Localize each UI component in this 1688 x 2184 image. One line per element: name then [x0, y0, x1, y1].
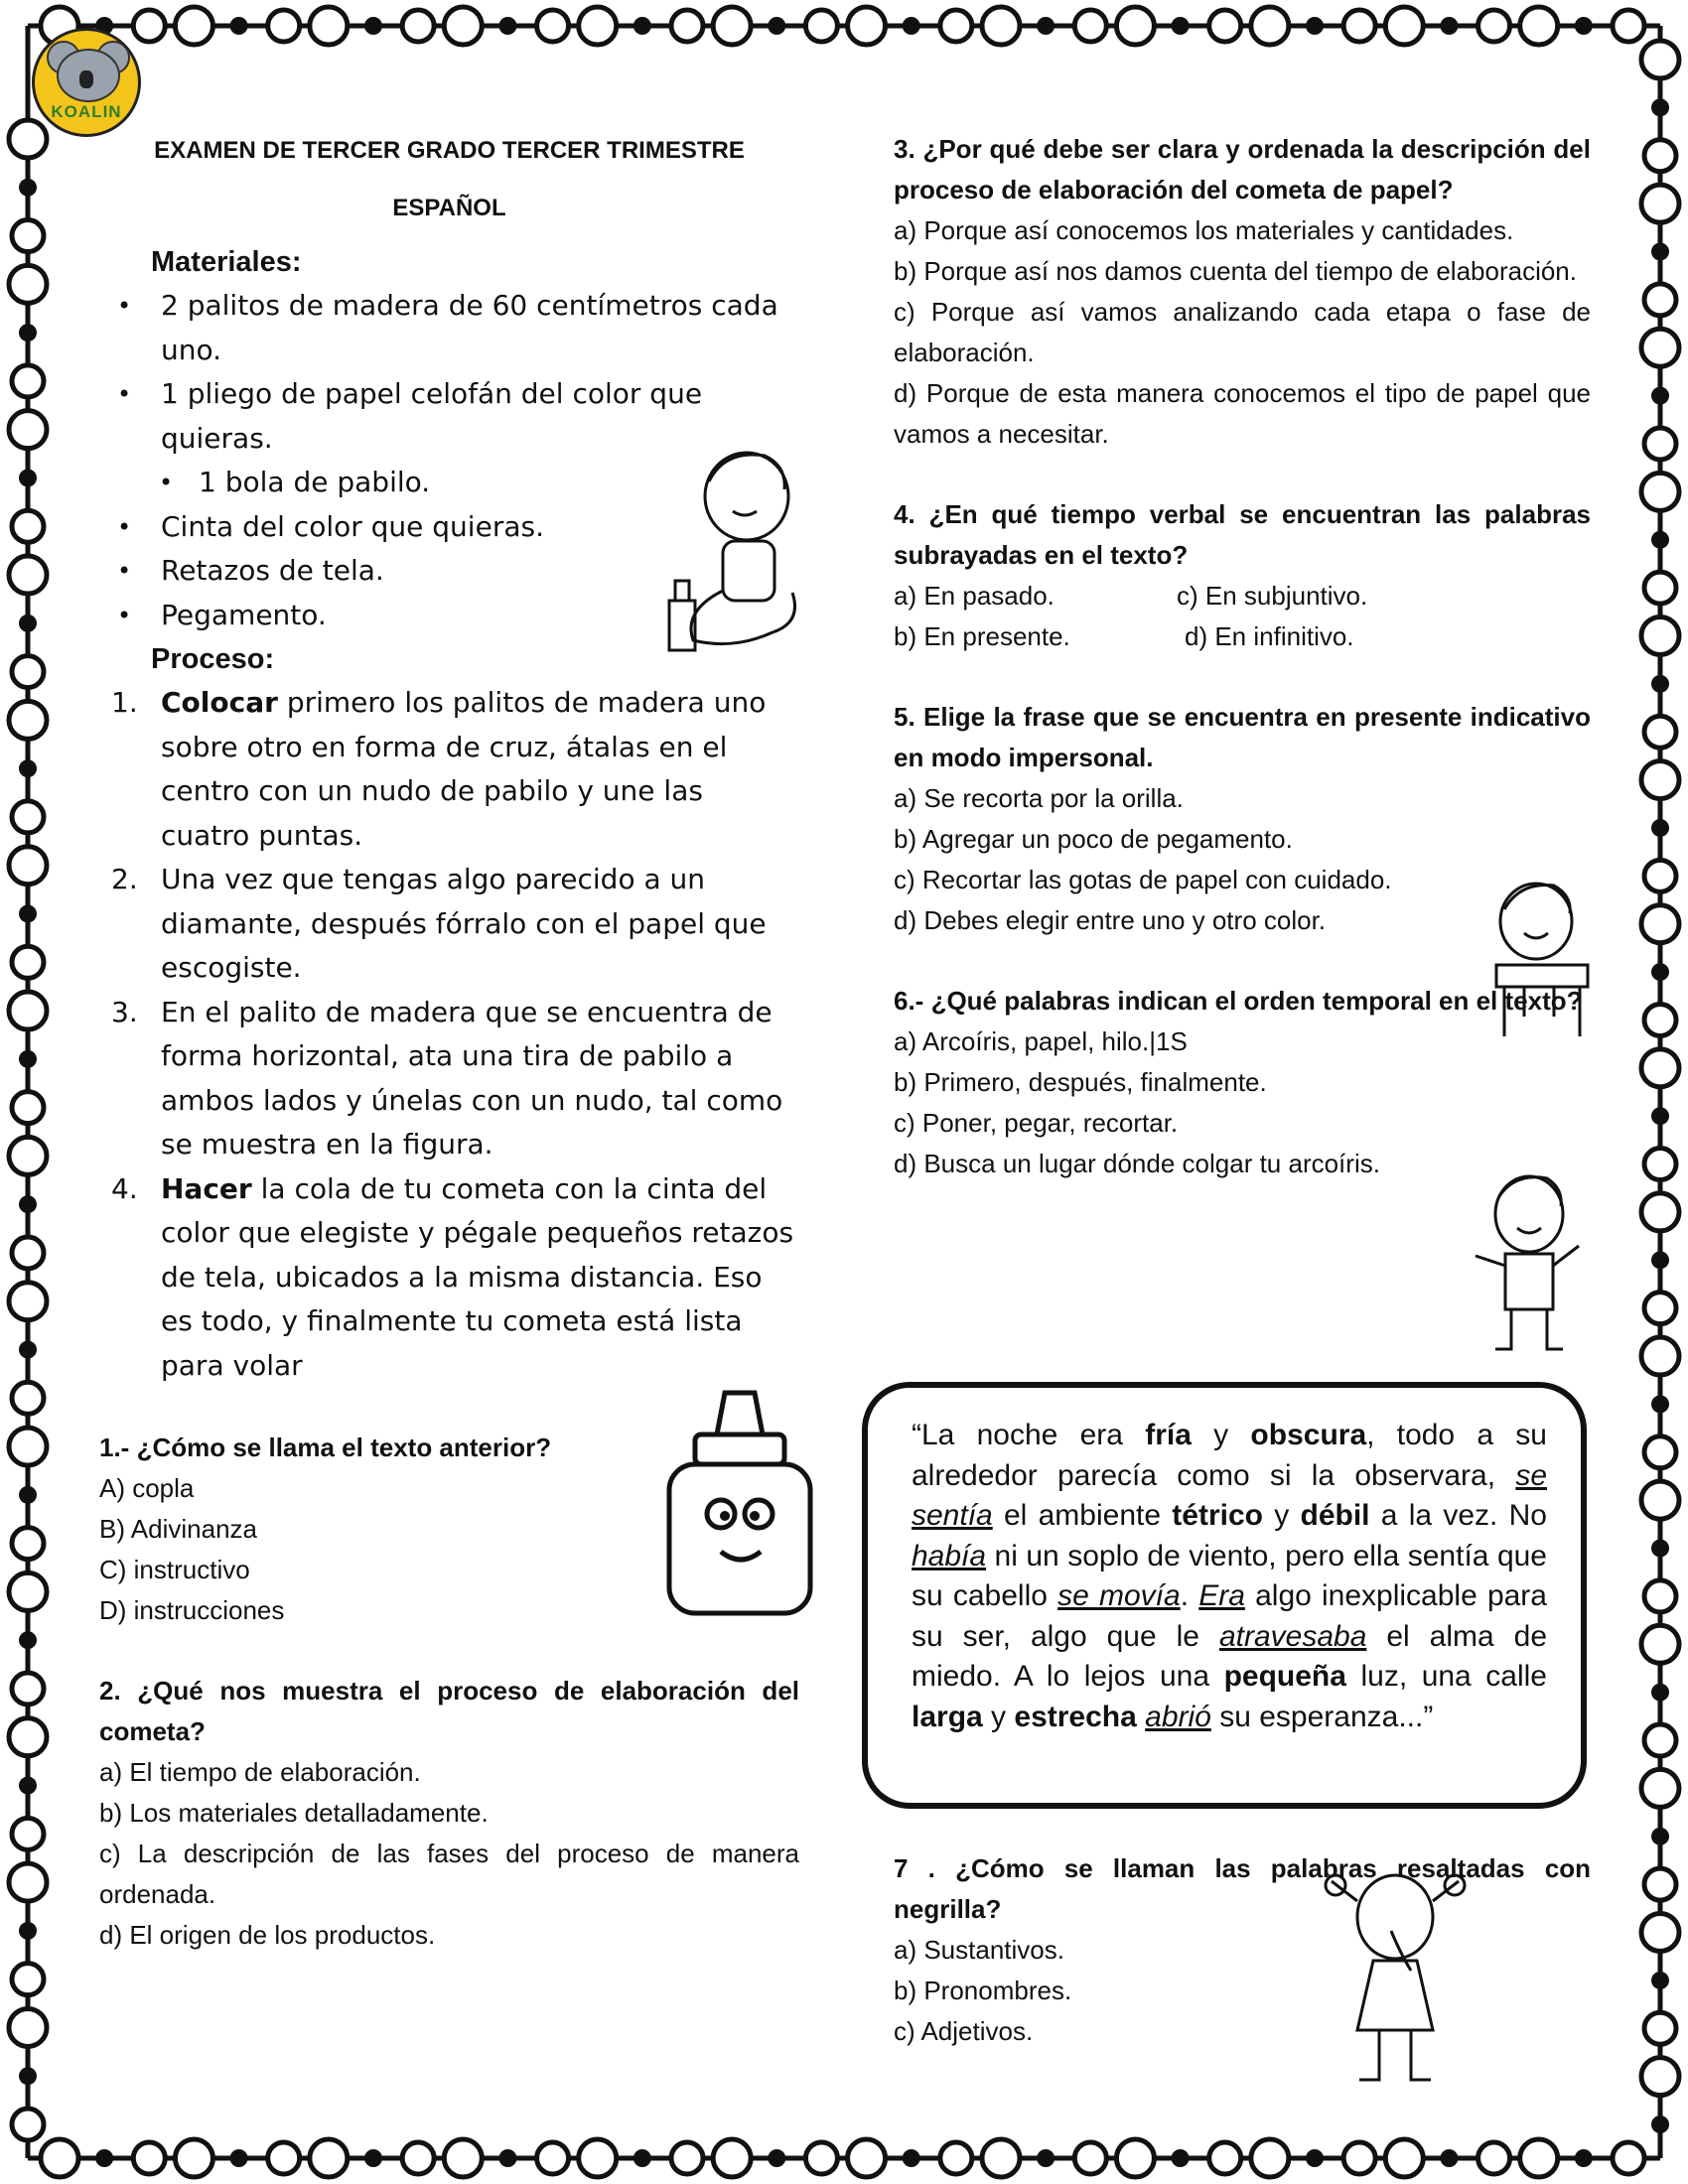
answer-option[interactable]: D) instrucciones — [99, 1595, 285, 1625]
border-bead — [12, 1818, 44, 1849]
border-bead — [1644, 716, 1676, 748]
border-bead — [1306, 17, 1324, 35]
bold-word: larga — [912, 1700, 983, 1733]
exam-subject: ESPAÑOL — [392, 195, 506, 221]
answer-option[interactable]: c) La descripción de las fases del proceso de manera ordenada. — [99, 1839, 799, 1909]
answer-option[interactable]: d) Debes elegir entre uno y otro color. — [894, 905, 1327, 935]
border-bead — [9, 1572, 47, 1610]
border-bead — [940, 2142, 972, 2174]
step-verb: Hacer — [161, 1171, 252, 1205]
border-bead — [1116, 7, 1154, 45]
border-bead — [1651, 98, 1669, 116]
border-bead — [1641, 185, 1679, 222]
border-bead — [940, 10, 972, 42]
border-bead — [133, 10, 165, 42]
answer-option[interactable]: A) copla — [99, 1473, 195, 1503]
koalin-logo — [32, 28, 141, 137]
child-waving-illustration — [1460, 1166, 1599, 1365]
underlined-verb: se movía — [1057, 1579, 1181, 1612]
answer-option[interactable]: b) Pronombres. — [894, 1976, 1072, 2005]
border-bead — [713, 7, 751, 45]
story-paragraph — [912, 1416, 1547, 1737]
border-bead — [1306, 2149, 1324, 2167]
border-bead — [402, 2142, 434, 2174]
border-bead — [1641, 329, 1679, 366]
border-bead — [9, 847, 47, 885]
question-2-text: 2. ¿Qué nos muestra el proceso de elaboración del cometa? — [99, 1676, 799, 1746]
border-bead — [1644, 572, 1676, 604]
border-bead — [848, 2139, 886, 2177]
border-bead — [768, 17, 785, 35]
border-bead — [1651, 531, 1669, 549]
border-bead — [444, 2139, 482, 2177]
material-item: • Cinta del color que quieras. — [99, 505, 799, 550]
answer-option[interactable]: a) Arcoíris, papel, hilo.|1S — [894, 1026, 1188, 1056]
question-3 — [894, 129, 1591, 455]
border-bead — [1651, 1684, 1669, 1702]
story-text-segment: ni un soplo de viento, pero ella sentía que su cabello — [912, 1539, 1547, 1612]
border-bead — [1651, 675, 1669, 693]
border-bead — [364, 2149, 382, 2167]
border-bead — [1651, 242, 1669, 260]
border-bead — [1520, 7, 1558, 45]
border-bead — [498, 17, 516, 35]
border-bead — [1575, 2149, 1593, 2167]
bold-word: estrecha — [1014, 1700, 1137, 1733]
story-text-segment: y — [982, 1700, 1015, 1733]
border-bead — [9, 1137, 47, 1174]
underlined-verb: Era — [1198, 1579, 1245, 1612]
border-bead — [1520, 2139, 1558, 2177]
answer-option[interactable]: c) Recortar las gotas de papel con cuidado. — [894, 865, 1392, 894]
border-bead — [579, 2139, 617, 2177]
border-bead — [671, 10, 703, 42]
border-bead — [1209, 2142, 1241, 2174]
border-bead — [805, 10, 837, 42]
story-text-segment: luz, una calle — [1345, 1660, 1547, 1693]
border-bead — [19, 1195, 37, 1213]
border-bead — [1116, 2139, 1154, 2177]
border-bead — [19, 1631, 37, 1649]
underlined-verb: había — [912, 1539, 987, 1572]
answer-option[interactable]: d) El origen de los productos. — [99, 1920, 436, 1950]
border-bead — [498, 2149, 516, 2167]
border-bead — [19, 324, 37, 341]
border-bead — [1209, 10, 1241, 42]
border-bead — [9, 556, 47, 594]
border-bead — [1644, 428, 1676, 460]
border-bead — [95, 2149, 113, 2167]
border-bead — [768, 2149, 785, 2167]
border-bead — [633, 2149, 651, 2167]
border-bead — [1037, 17, 1055, 35]
border-bead — [1613, 10, 1644, 42]
border-bead — [41, 2139, 78, 2177]
border-bead — [1651, 387, 1669, 405]
child-at-desk-illustration — [1475, 874, 1604, 1042]
border-bead — [19, 1050, 37, 1068]
border-bead — [1641, 41, 1679, 78]
border-bead — [1641, 473, 1679, 510]
border-bead — [1641, 2058, 1679, 2096]
border-bead — [9, 1428, 47, 1465]
question-6-text: 6.- ¿Qué palabras indican el orden temporal en el texto? — [894, 986, 1583, 1016]
border-bead — [1644, 860, 1676, 891]
border-bead — [982, 7, 1020, 45]
border-bead — [12, 1092, 44, 1124]
border-bead — [1440, 2149, 1458, 2167]
materials-heading: Materiales: — [151, 246, 302, 278]
border-bead — [1641, 1769, 1679, 1807]
question-1-text: 1.- ¿Cómo se llama el texto anterior? — [99, 1433, 552, 1462]
process-step: 1. Colocar primero los palitos de madera uno sobre otro en forma de cruz, átalas en el centro con un nudo de pabilo y une las cuatro puntas. — [111, 686, 767, 852]
border-bead — [1651, 1251, 1669, 1269]
border-bead — [19, 469, 37, 486]
border-bead — [1651, 963, 1669, 981]
border-bead — [903, 17, 920, 35]
step-verb: Colocar — [161, 686, 278, 719]
border-bead — [1651, 1107, 1669, 1125]
question-4 — [894, 494, 1591, 657]
answer-option[interactable]: a) Se recorta por la orilla. — [894, 783, 1184, 813]
border-bead — [12, 946, 44, 978]
answer-option[interactable]: a) Sustantivos. — [894, 1935, 1064, 1965]
story-text-segment: el ambiente — [992, 1499, 1173, 1532]
border-bead — [12, 220, 44, 252]
border-bead — [1641, 1337, 1679, 1375]
bold-word: débil — [1300, 1499, 1370, 1532]
border-bead — [1343, 10, 1375, 42]
border-bead — [1641, 761, 1679, 799]
answer-option[interactable]: b) Porque así nos damos cuenta del tiempo de elaboración. — [894, 256, 1577, 286]
story-text-segment: y — [1191, 1419, 1251, 1451]
bold-word: tétrico — [1172, 1499, 1263, 1532]
border-bead — [1644, 1868, 1676, 1900]
border-bead — [1478, 10, 1510, 42]
border-bead — [19, 904, 37, 922]
border-bead — [9, 1718, 47, 1756]
answer-option[interactable]: b) En presente. — [894, 621, 1070, 651]
border-bead — [9, 992, 47, 1029]
border-bead — [12, 1964, 44, 1995]
material-item: • Pegamento. — [99, 594, 799, 638]
answer-option[interactable]: d) Porque de esta manera conocemos el tipo de papel que vamos a necesitar. — [894, 378, 1591, 449]
border-bead — [9, 411, 47, 449]
process-step: 3. En el palito de madera que se encuentra de forma horizontal, ata una tira de pabilo a ambos lados y únelas con un nudo, tal como se muestra en la figura. — [111, 995, 783, 1160]
border-bead — [9, 1863, 47, 1901]
border-bead — [1172, 17, 1190, 35]
border-bead — [848, 7, 886, 45]
border-bead — [12, 1528, 44, 1560]
border-bead — [671, 2142, 703, 2174]
border-bead — [1641, 1193, 1679, 1231]
border-bead — [1037, 2149, 1055, 2167]
border-bead — [19, 2067, 37, 2085]
story-text-segment: “La noche era — [912, 1419, 1146, 1451]
story-text-segment: . — [1180, 1579, 1199, 1612]
border-bead — [9, 265, 47, 303]
border-bead — [19, 1341, 37, 1359]
border-bead — [537, 10, 569, 42]
border-bead — [12, 510, 44, 542]
border-bead — [1641, 905, 1679, 943]
border-bead — [1651, 1540, 1669, 1558]
border-bead — [19, 1777, 37, 1795]
border-bead — [12, 2109, 44, 2140]
border-bead — [19, 759, 37, 777]
border-bead — [1644, 1724, 1676, 1756]
border-bead — [1074, 10, 1106, 42]
border-bead — [1644, 1436, 1676, 1468]
border-bead — [9, 701, 47, 739]
border-bead — [1575, 17, 1593, 35]
story-text-segment: su esperanza...” — [1210, 1700, 1434, 1733]
material-item: • 1 pliego de papel celofán del color que quieras. — [99, 372, 717, 461]
border-bead — [19, 179, 37, 197]
question-2 — [99, 1671, 799, 1956]
border-bead — [537, 2142, 569, 2174]
border-bead — [1651, 1395, 1669, 1413]
border-bead — [1172, 2149, 1190, 2167]
border-bead — [1641, 1481, 1679, 1519]
border-bead — [1641, 1625, 1679, 1663]
border-bead — [1478, 2142, 1510, 2174]
border-bead — [12, 365, 44, 397]
answer-option[interactable]: a) Porque así conocemos los materiales y cantidades. — [894, 215, 1514, 245]
answer-option[interactable]: c) Adjetivos. — [894, 2016, 1034, 2046]
material-item: • 1 bola de pabilo. — [99, 461, 799, 505]
border-bead — [230, 17, 248, 35]
answer-option[interactable]: a) En pasado. — [894, 581, 1055, 611]
border-bead — [1644, 1004, 1676, 1035]
border-bead — [12, 1237, 44, 1269]
question-3-text: 3. ¿Por qué debe ser clara y ordenada la descripción del proceso de elaboración del cometa de papel? — [894, 134, 1591, 205]
border-bead — [364, 17, 382, 35]
answer-option[interactable]: C) instructivo — [99, 1555, 250, 1584]
underlined-verb: abrió — [1145, 1700, 1211, 1733]
glue-bottle-illustration — [655, 1385, 824, 1623]
answer-option[interactable]: b) Primero, después, finalmente. — [894, 1067, 1267, 1097]
border-bead — [268, 10, 300, 42]
underlined-verb: atravesaba — [1218, 1619, 1367, 1653]
process-steps — [99, 681, 799, 1388]
border-bead — [579, 7, 617, 45]
koala-nose-icon — [79, 70, 93, 88]
border-bead — [1251, 7, 1289, 45]
story-text-box — [862, 1382, 1587, 1809]
answer-option[interactable]: d) Busca un lugar dónde colgar tu arcoíris. — [894, 1149, 1380, 1178]
border-bead — [12, 656, 44, 688]
exam-title: EXAMEN DE TERCER GRADO TERCER TRIMESTRE — [154, 137, 745, 164]
answer-option[interactable]: b) Los materiales detalladamente. — [99, 1798, 489, 1828]
border-bead — [1651, 1972, 1669, 1989]
question-1 — [99, 1428, 616, 1631]
thinking-girl-illustration — [1316, 1861, 1475, 2100]
story-text-segment: el alma de miedo. A lo lejos una — [912, 1619, 1548, 1693]
border-bead — [633, 17, 651, 35]
answer-option[interactable]: c) Poner, pegar, recortar. — [894, 1108, 1179, 1138]
border-bead — [1644, 1293, 1676, 1324]
answer-option[interactable]: a) El tiempo de elaboración. — [99, 1757, 421, 1787]
border-bead — [310, 2139, 348, 2177]
border-bead — [175, 2139, 212, 2177]
border-bead — [9, 120, 47, 158]
border-bead — [12, 1673, 44, 1705]
material-item: • 2 palitos de madera de 60 centímetros cada uno. — [99, 284, 799, 372]
material-item: • Retazos de tela. — [99, 549, 799, 594]
border-bead — [1641, 1049, 1679, 1087]
answer-option[interactable]: b) Agregar un poco de pegamento. — [894, 824, 1293, 854]
question-5-text: 5. Elige la frase que se encuentra en presente indicativo en modo impersonal. — [894, 702, 1591, 772]
question-4-text: 4. ¿En qué tiempo verbal se encuentran las palabras subrayadas en el texto? — [894, 499, 1591, 570]
child-gluing-illustration — [635, 442, 814, 690]
process-step: 2. Una vez que tengas algo parecido a un diamante, después fórralo con el papel que escogiste. — [111, 863, 767, 984]
border-bead — [9, 1283, 47, 1320]
answer-option[interactable]: d) En infinitivo. — [1185, 621, 1354, 651]
border-bead — [805, 2142, 837, 2174]
border-bead — [310, 7, 348, 45]
border-bead — [1641, 1914, 1679, 1952]
story-text-segment: y — [1262, 1499, 1301, 1532]
question-7-text: 7 . ¿Cómo se llaman las palabras resaltadas con negrilla? — [894, 1853, 1591, 1924]
border-bead — [1385, 2139, 1423, 2177]
border-bead — [1651, 2116, 1669, 2133]
border-bead — [12, 801, 44, 833]
story-text-segment: a la vez. No — [1369, 1499, 1547, 1532]
question-7 — [894, 1848, 1591, 2052]
bold-word: fría — [1145, 1419, 1192, 1451]
border-bead — [268, 2142, 300, 2174]
process-heading: Proceso: — [151, 643, 275, 675]
border-bead — [230, 2149, 248, 2167]
answer-option[interactable]: B) Adivinanza — [99, 1514, 257, 1544]
border-bead — [1651, 1828, 1669, 1845]
border-bead — [444, 7, 482, 45]
border-bead — [1074, 2142, 1106, 2174]
border-bead — [1644, 2012, 1676, 2044]
border-bead — [1440, 17, 1458, 35]
story-text-segment: , todo a su alrededor parecía como si la observara, — [912, 1419, 1547, 1492]
border-bead — [12, 1382, 44, 1414]
border-bead — [19, 1486, 37, 1504]
border-bead — [1385, 7, 1423, 45]
border-bead — [1644, 140, 1676, 172]
story-text-segment: algo inexplicable para su ser, algo que le — [912, 1579, 1547, 1653]
border-bead — [1644, 1580, 1676, 1612]
border-bead — [9, 2008, 47, 2046]
answer-option[interactable]: c) Porque así vamos analizando cada etapa o fase de elaboración. — [894, 297, 1591, 367]
border-bead — [19, 614, 37, 632]
border-bead — [1644, 284, 1676, 316]
left-column — [99, 129, 799, 1956]
story-text-segment — [1137, 1701, 1145, 1733]
border-bead — [903, 2149, 920, 2167]
border-bead — [1641, 616, 1679, 654]
border-bead — [1343, 2142, 1375, 2174]
process-step: 4. Hacer la cola de tu cometa con la cinta del color que elegiste y pégale pequeños retazos de tela, ubicados a la misma distancia. Eso es todo, y finalmente tu cometa está lista para volar — [111, 1171, 794, 1382]
border-bead — [133, 2142, 165, 2174]
border-bead — [175, 7, 212, 45]
bold-word: pequeña — [1223, 1660, 1346, 1693]
border-bead — [1613, 2142, 1644, 2174]
logo-text: KOALIN — [51, 102, 122, 121]
border-bead — [1651, 819, 1669, 837]
bold-word: obscura — [1250, 1419, 1367, 1451]
answer-option[interactable]: c) En subjuntivo. — [1177, 581, 1368, 611]
border-bead — [1251, 2139, 1289, 2177]
border-bead — [1644, 1149, 1676, 1180]
border-bead — [982, 2139, 1020, 2177]
border-bead — [402, 10, 434, 42]
border-bead — [713, 2139, 751, 2177]
underlined-verb: se sentía — [912, 1458, 1547, 1532]
border-bead — [19, 1922, 37, 1940]
